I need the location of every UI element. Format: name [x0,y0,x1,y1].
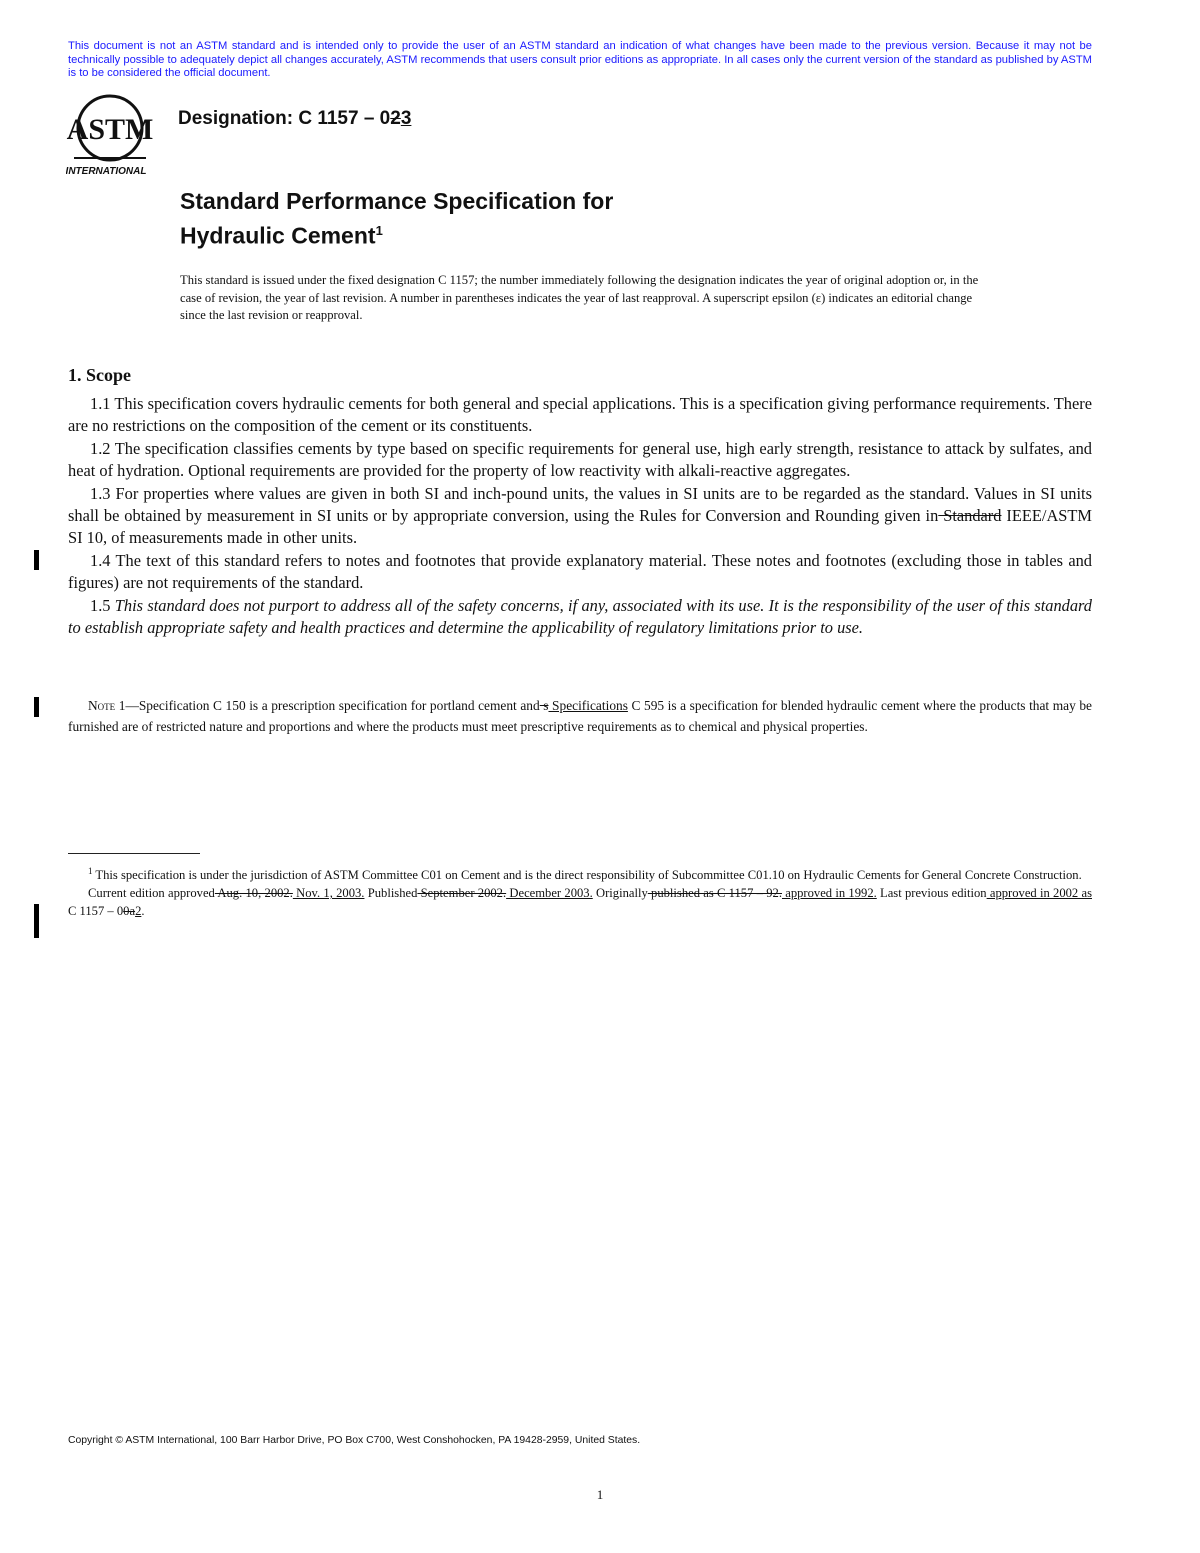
footnote-mark: 1 [88,866,93,876]
designation-label: Designation: C 1157 – 0 [178,108,391,129]
fn-deleted-1: Aug. 10, 2002. [214,886,293,901]
designation [178,108,411,130]
fn-text-e: C 1157 – 0 [68,904,124,919]
fn-inserted-3: approved in 1992. [781,886,877,901]
svg-text:ASTM: ASTM [66,113,154,146]
fn-inserted-1: Nov. 1, 2003. [292,886,365,901]
title-line-2 [180,216,613,251]
change-bar [34,697,39,717]
paragraph-1-2: 1.2 The specification classifies cements by type based on specific requirements for general use, high early strength, resistance to attack by sulfates, and heat of hydration. Optional requirements are provided for the property of low reactivity with alkali-reactive aggregates. [68,438,1092,481]
paragraph-1-4: 1.4 The text of this standard refers to notes and footnotes that provide explanatory material. These notes and footnotes (excluding those in tables and figures) are not requirements of the standard. [68,550,1092,593]
paragraph-1-3-text-end: IEEE/ASTM SI 10, of measurements made in other units. [68,506,1092,548]
change-bar [34,550,39,570]
fn-text-a: Current edition approved [88,886,215,901]
note-text-end: C 595 is a specification for blended hydraulic cement where the products that may be furnished are of restricted nature and proportions and where the products must meet prescriptive requirements as to chemical and physical properties. [68,698,1092,734]
paragraph-1-3-text: 1.3 For properties where values are given in both SI and inch-pound units, the values in SI units are to be regarded as the standard. Values in SI units shall be obtained by measurement in SI units or by appropriate conversion, using the Rules for Conversion and Rounding given in [68,483,1092,526]
note-1 [68,696,1092,737]
astm-logo [66,92,170,178]
fn-text-d: Last previous edition [876,886,987,901]
change-bar [34,904,39,938]
paragraph-1-3-deleted: Standard [938,506,1002,526]
footnote-1-text: This specification is under the jurisdiction of ASTM Committee C01 on Cement and is the direct responsibility of Subcommittee C01.10 on Hydraulic Cements for General Concrete Construction. [92,868,1082,883]
fn-deleted-3: published as C 1157 – 92. [647,886,782,901]
designation-inserted: 3 [400,108,412,129]
fn-inserted-4: approved in 2002 as [986,886,1092,901]
designation-deleted: 2 [390,108,401,129]
page-number: 1 [596,1487,604,1502]
copyright: Copyright © ASTM International, 100 Barr Harbor Drive, PO Box C700, West Conshohocken, PA 19428-2959, United States. [68,1435,641,1446]
paragraph-1-5 [68,595,1092,640]
title-line-1: Standard Performance Specification for [180,188,614,214]
fn-inserted-2: December 2003. [506,886,593,901]
note-inserted: Specifications [548,698,628,713]
svg-text:INTERNATIONAL: INTERNATIONAL [66,166,147,177]
note-deleted: s [539,698,549,713]
fn-inserted-5: 2 [135,904,142,919]
note-label: Note 1 [88,698,126,713]
title-line-2-text: Hydraulic Cement [180,222,376,249]
footnote-rule [68,853,200,854]
paragraph-1-3 [68,483,1092,550]
fn-text-c: Originally [592,886,648,901]
document-title [180,187,613,251]
paragraph-1-5-text: This standard does not purport to address all of the safety concerns, if any, associated with its use. It is the responsibility of the user of this standard to establish appropriate safety and health practices and determine the applicability of regulatory limitations prior to use. [68,595,1093,638]
footnotes [68,862,1092,920]
scope-body [68,393,1092,639]
footnote-1 [68,862,1092,884]
note-text: —Specification C 150 is a prescription specification for portland cement and [125,698,540,713]
fn-text-f: . [141,904,145,919]
footnote-edition [68,884,1092,920]
paragraph-1-5-number: 1.5 [90,595,115,615]
issued-statement: This standard is issued under the fixed designation C 1157; the number immediately following the designation indicates the year of original adoption or, in the case of revision, the year of last revision. A number in parentheses indicates the year of last reapproval. A superscript epsilon (ε) indicates an editorial change since the last revision or reapproval. [180,273,979,322]
paragraph-1-1: 1.1 This specification covers hydraulic cements for both general and special applications. This is a specification giving performance requirements. There are no restrictions on the composition of the cement or its constituents. [68,394,1092,436]
fn-deleted-2: September 2002. [417,886,507,901]
fn-text-b: Published [364,886,418,901]
disclaimer-notice: This document is not an ASTM standard and is intended only to provide the user of an ASTM standard an indication of what changes have been made to the previous version. Because it may not be technically possible to adequately depict all changes accurately, ASTM recommends that users consult prior editions as appropriate. In all cases only the current version of the standard as published by ASTM is to be considered the official document. [68,40,1092,80]
section-heading-scope: 1. Scope [68,365,131,385]
title-footnote-mark: 1 [375,223,383,238]
fn-deleted-4: 0a [123,904,136,919]
